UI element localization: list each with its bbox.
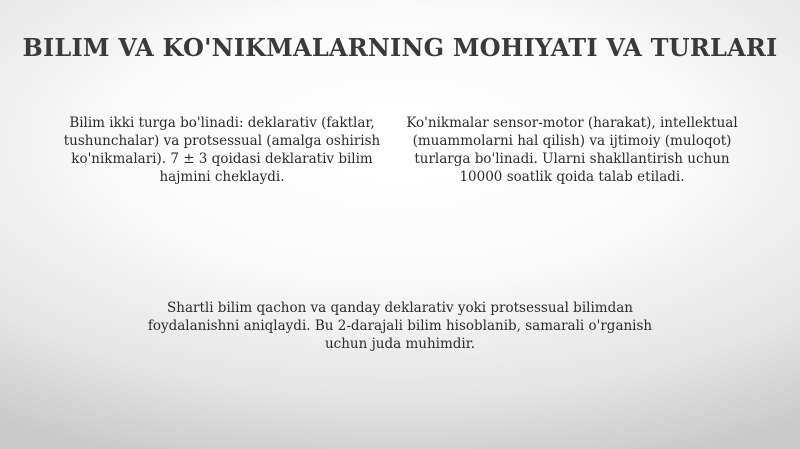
slide-title: BILIM VA KO'NIKMALARNING MOHIYATI VA TURLARI (22, 33, 778, 62)
right-paragraph: Ko'nikmalar sensor-motor (harakat), intellektual (muammolarni hal qilish) va ijtimoiy (muloqot) turlarga bo'linadi. Ularni shakllantirish uchun 10000 soatlik qoida talab etiladi. (406, 115, 738, 185)
left-paragraph: Bilim ikki turga bo'linadi: deklarativ (faktlar, tushunchalar) va protsessual (amalga oshirish ko'nikmalari). 7 ± 3 qoidasi deklarativ bilim hajmini cheklaydi. (63, 115, 381, 185)
bottom-paragraph: Shartli bilim qachon va qanday deklarativ yoki protsessual bilimdan foydalanishni aniqlaydi. Bu 2-darajali bilim hisoblanib, samarali o'rganish uchun juda muhimdir. (147, 300, 653, 352)
